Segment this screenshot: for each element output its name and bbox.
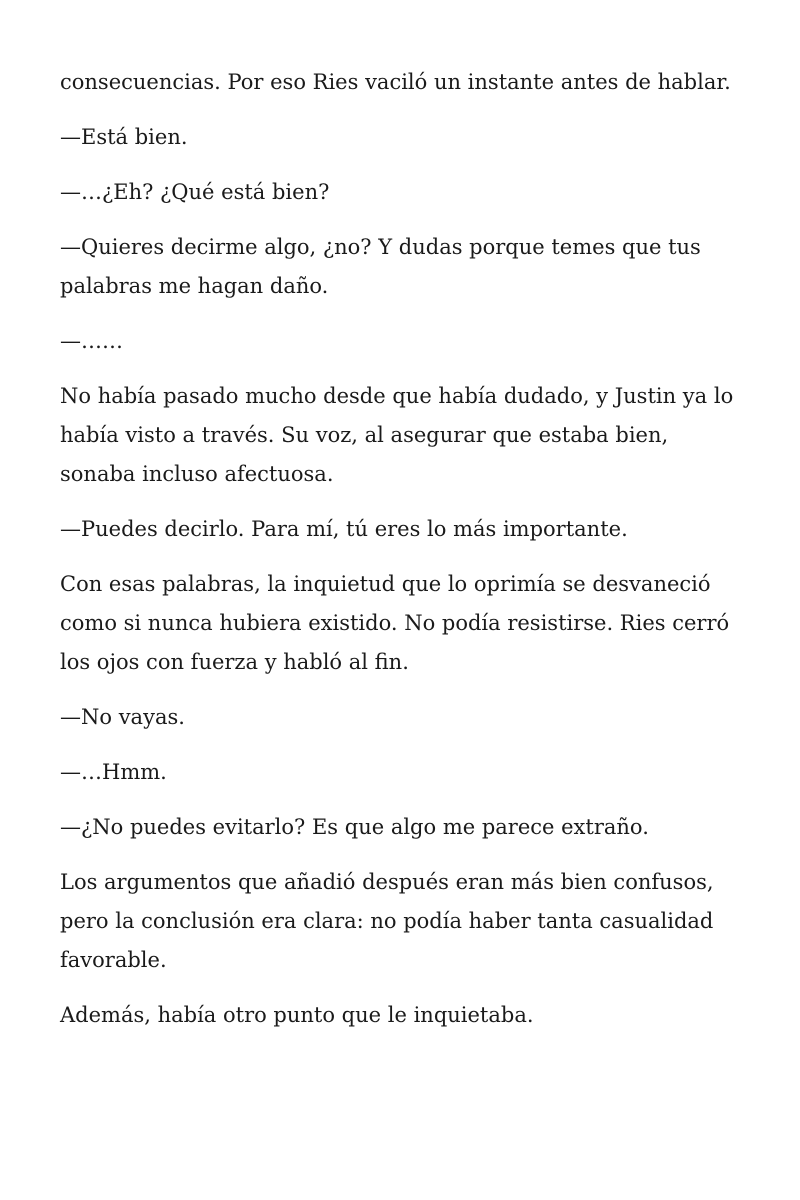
paragraph: —…… (60, 329, 123, 353)
paragraph: Además, había otro punto que le inquietaba. (60, 1003, 534, 1027)
paragraph: —Está bien. (60, 125, 188, 149)
paragraph: —Quieres decirme algo, ¿no? Y dudas porque temes que tus palabras me hagan daño. (60, 235, 701, 298)
paragraph: Con esas palabras, la inquietud que lo oprimía se desvaneció como si nunca hubiera existido. No podía resistirse. Ries cerró los ojos con fuerza y habló al fin. (60, 572, 730, 674)
reader-page (60, 63, 750, 1051)
paragraph: —…Hmm. (60, 760, 167, 784)
paragraph: consecuencias. Por eso Ries vaciló un instante antes de hablar. (60, 70, 731, 94)
paragraph: —No vayas. (60, 705, 185, 729)
paragraph: No había pasado mucho desde que había dudado, y Justin ya lo había visto a través. Su voz, al asegurar que estaba bien, sonaba incluso afectuosa. (60, 384, 734, 486)
paragraph: —Puedes decirlo. Para mí, tú eres lo más importante. (60, 517, 628, 541)
paragraph: Los argumentos que añadió después eran más bien confusos, pero la conclusión era clara: no podía haber tanta casualidad favorable. (60, 870, 714, 972)
paragraph: —¿No puedes evitarlo? Es que algo me parece extraño. (60, 815, 649, 839)
paragraph: —…¿Eh? ¿Qué está bien? (60, 180, 330, 204)
